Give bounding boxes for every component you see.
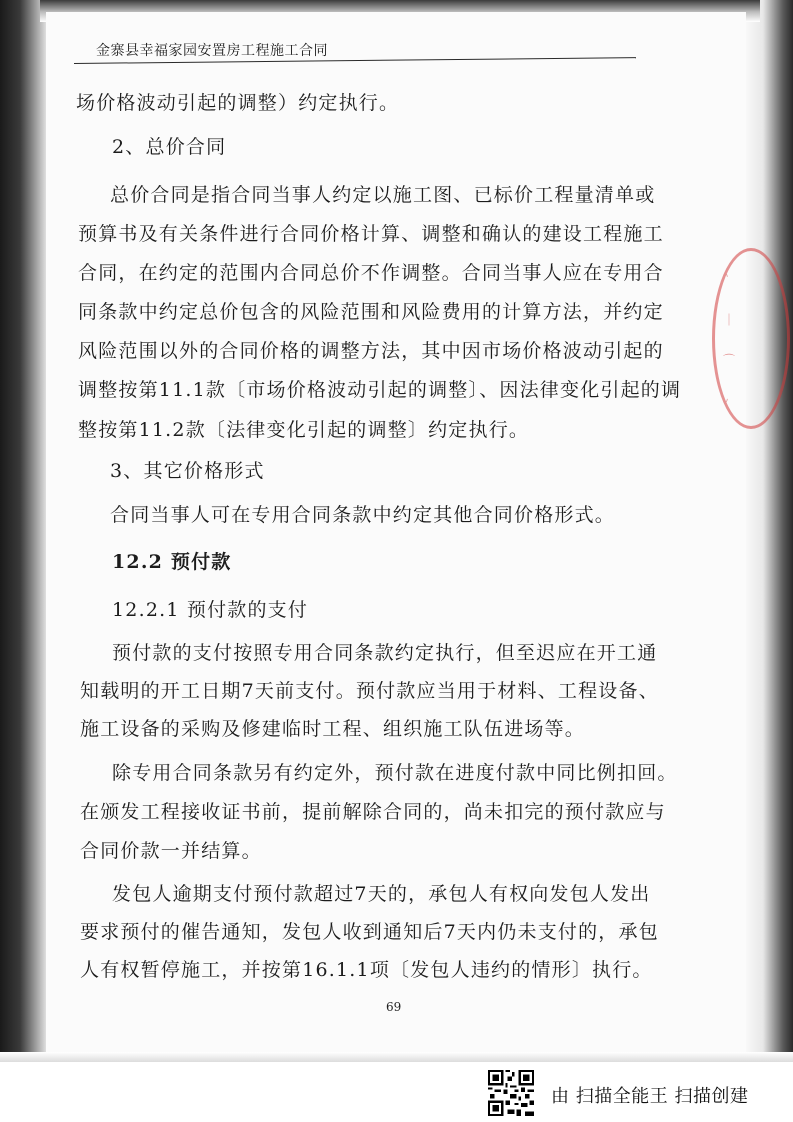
body-line: 预算书及有关条件进行合同价格计算、调整和确认的建设工程施工 <box>78 223 664 245</box>
body-line: 合同价款一并结算。 <box>80 840 262 862</box>
body-line: 合同当事人可在专用合同条款中约定其他合同价格形式。 <box>110 504 616 526</box>
body-line: 要求预付的催告通知，发包人收到通知后7天内仍未支付的，承包 <box>80 921 659 943</box>
running-header: 金寨县幸福家园安置房工程施工合同 <box>96 43 328 59</box>
red-seal-stamp: ◝ ｜ ⌒ ◞ <box>712 248 790 429</box>
section-heading: 12.2 预付款 <box>112 551 232 573</box>
body-line: 总价合同是指合同当事人约定以施工图、已标价工程量清单或 <box>110 184 656 206</box>
body-line: 合同，在约定的范围内合同总价不作调整。合同当事人应在专用合 <box>78 262 664 284</box>
body-line: 除专用合同条款另有约定外，预付款在进度付款中同比例扣回。 <box>112 762 678 784</box>
body-line: 人有权暂停施工，并按第16.1.1项〔发包人违约的情形〕执行。 <box>80 959 653 981</box>
body-line: 知载明的开工日期7天前支付。预付款应当用于材料、工程设备、 <box>80 680 659 702</box>
body-line: 在颁发工程接收证书前，提前解除合同的，尚未扣完的预付款应与 <box>80 801 666 823</box>
scan-edge-left <box>0 0 50 1060</box>
scan-edge-right <box>739 0 793 1060</box>
section-heading: 2、总价合同 <box>112 136 227 158</box>
body-line: 施工设备的采购及修建临时工程、组织施工队伍进场等。 <box>80 718 586 740</box>
page-number: 69 <box>386 1000 402 1014</box>
body-line: 发包人逾期支付预付款超过7天的，承包人有权向发包人发出 <box>112 883 651 905</box>
qr-code-icon <box>488 1070 534 1116</box>
subsection-heading: 12.2.1 预付款的支付 <box>112 599 309 621</box>
body-line: 场价格波动引起的调整）约定执行。 <box>76 92 400 114</box>
body-line: 风险范围以外的合同价格的调整方法，其中因市场价格波动引起的 <box>78 340 664 362</box>
section-heading: 3、其它价格形式 <box>110 460 265 482</box>
body-line: 整按第11.2款〔法律变化引起的调整〕约定执行。 <box>78 419 530 441</box>
body-line: 调整按第11.1款〔市场价格波动引起的调整〕、因法律变化引起的调 <box>78 379 682 401</box>
scan-edge-bottom <box>0 1052 793 1062</box>
body-line: 预付款的支付按照专用合同条款约定执行，但至迟应在开工通 <box>112 642 658 664</box>
body-line: 同条款中约定总价包含的风险范围和风险费用的计算方法，并约定 <box>78 301 664 323</box>
scanner-watermark-text: 由 扫描全能王 扫描创建 <box>551 1086 749 1107</box>
